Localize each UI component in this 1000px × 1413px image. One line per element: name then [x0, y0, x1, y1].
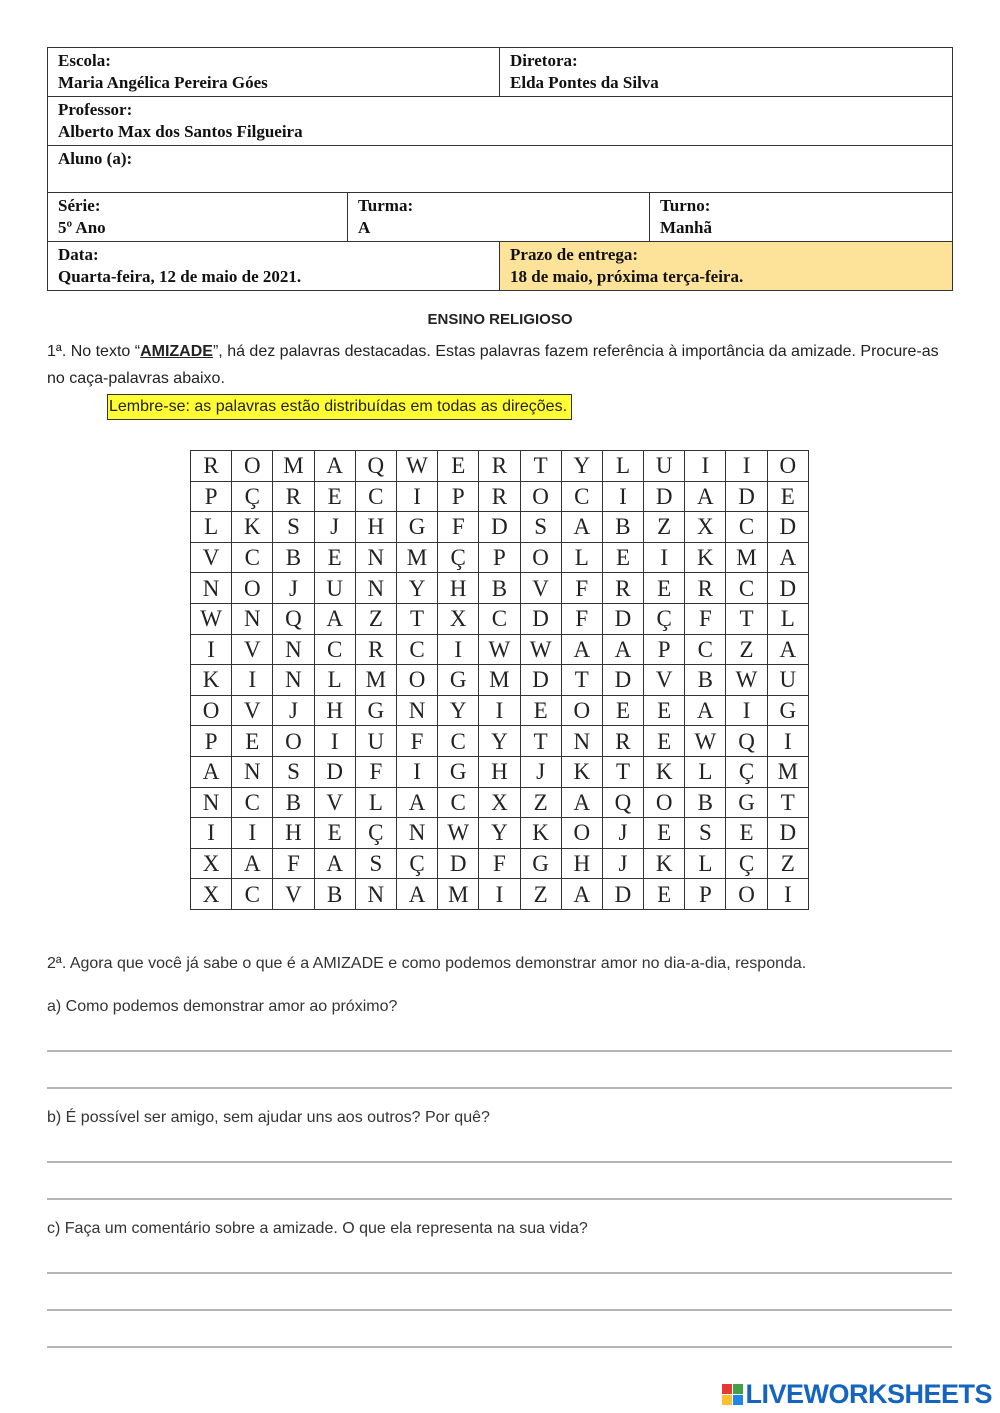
grid-cell[interactable]: O	[767, 451, 808, 482]
grid-cell[interactable]: H	[561, 848, 602, 879]
grid-cell[interactable]: I	[191, 818, 232, 849]
grid-cell[interactable]: I	[191, 634, 232, 665]
grid-row	[191, 695, 809, 726]
grid-cell[interactable]: V	[191, 542, 232, 573]
serie-cell	[48, 193, 348, 242]
q1-keyword: AMIZADE	[140, 343, 213, 360]
grid-cell[interactable]: K	[232, 512, 273, 543]
grid-cell[interactable]: P	[191, 726, 232, 757]
professor-value: Alberto Max dos Santos Filgueira	[58, 122, 303, 141]
grid-cell[interactable]: W	[520, 634, 561, 665]
grid-cell[interactable]: O	[191, 695, 232, 726]
turma-value: A	[358, 218, 371, 237]
grid-cell[interactable]: Q	[602, 787, 643, 818]
grid-cell[interactable]: D	[602, 879, 643, 910]
grid-cell[interactable]: O	[561, 695, 602, 726]
data-cell	[48, 242, 500, 291]
grid-cell[interactable]: I	[479, 879, 520, 910]
grid-cell[interactable]: P	[438, 481, 479, 512]
grid-cell[interactable]: N	[355, 879, 396, 910]
data-value: Quarta-feira, 12 de maio de 2021.	[58, 267, 302, 286]
grid-cell[interactable]: K	[520, 818, 561, 849]
answer-line-c1[interactable]	[47, 1272, 952, 1274]
grid-cell[interactable]: R	[602, 726, 643, 757]
grid-cell[interactable]: G	[520, 848, 561, 879]
grid-cell[interactable]: T	[767, 787, 808, 818]
grid-cell[interactable]: A	[561, 879, 602, 910]
grid-cell[interactable]: M	[767, 756, 808, 787]
grid-row	[191, 756, 809, 787]
grid-cell[interactable]: D	[520, 603, 561, 634]
grid-cell[interactable]: G	[355, 695, 396, 726]
grid-cell[interactable]: M	[273, 451, 314, 482]
grid-cell[interactable]: C	[438, 787, 479, 818]
grid-cell[interactable]: A	[314, 451, 355, 482]
grid-cell[interactable]: E	[644, 726, 685, 757]
grid-cell[interactable]: Q	[726, 726, 767, 757]
grid-row	[191, 879, 809, 910]
question-1	[47, 338, 957, 392]
grid-cell[interactable]: F	[396, 726, 437, 757]
grid-cell[interactable]: Z	[726, 634, 767, 665]
grid-cell[interactable]: P	[191, 481, 232, 512]
grid-cell[interactable]: R	[273, 481, 314, 512]
grid-cell[interactable]: L	[191, 512, 232, 543]
grid-cell[interactable]: D	[644, 481, 685, 512]
grid-cell[interactable]: F	[685, 603, 726, 634]
escola-cell	[48, 48, 500, 97]
grid-cell[interactable]: X	[479, 787, 520, 818]
grid-cell[interactable]: N	[355, 542, 396, 573]
grid-cell[interactable]: G	[767, 695, 808, 726]
grid-cell[interactable]: N	[191, 787, 232, 818]
turma-label: Turma:	[358, 196, 414, 215]
grid-cell[interactable]: N	[396, 818, 437, 849]
grid-cell[interactable]: L	[685, 848, 726, 879]
answer-line-c3[interactable]	[47, 1346, 952, 1348]
prazo-cell	[500, 242, 953, 291]
grid-cell[interactable]: C	[685, 634, 726, 665]
grid-cell[interactable]: L	[561, 542, 602, 573]
grid-cell[interactable]: B	[273, 542, 314, 573]
grid-cell[interactable]: C	[232, 879, 273, 910]
grid-cell[interactable]: C	[232, 787, 273, 818]
grid-cell[interactable]: E	[644, 818, 685, 849]
grid-cell[interactable]: E	[726, 818, 767, 849]
grid-cell[interactable]: F	[561, 573, 602, 604]
grid-cell[interactable]: A	[396, 879, 437, 910]
grid-cell[interactable]: N	[273, 634, 314, 665]
grid-row	[191, 818, 809, 849]
grid-cell[interactable]: C	[232, 542, 273, 573]
grid-cell[interactable]: E	[602, 695, 643, 726]
grid-cell[interactable]: C	[314, 634, 355, 665]
grid-cell[interactable]: A	[767, 542, 808, 573]
grid-cell[interactable]: D	[520, 665, 561, 696]
grid-cell[interactable]: A	[602, 634, 643, 665]
grid-cell[interactable]: I	[396, 481, 437, 512]
grid-cell[interactable]: O	[644, 787, 685, 818]
liveworksheets-logo-icon	[722, 1384, 743, 1405]
grid-cell[interactable]: O	[726, 879, 767, 910]
grid-row	[191, 573, 809, 604]
grid-cell[interactable]: Y	[479, 726, 520, 757]
grid-cell[interactable]: Ç	[232, 481, 273, 512]
grid-cell[interactable]: W	[438, 818, 479, 849]
grid-cell[interactable]: I	[644, 542, 685, 573]
answer-line-a2[interactable]	[47, 1087, 952, 1089]
grid-cell[interactable]: L	[314, 665, 355, 696]
grid-cell[interactable]: B	[602, 512, 643, 543]
grid-cell[interactable]: A	[685, 695, 726, 726]
grid-cell[interactable]: H	[273, 818, 314, 849]
grid-cell[interactable]: S	[685, 818, 726, 849]
turno-cell	[650, 193, 953, 242]
grid-cell[interactable]: E	[644, 879, 685, 910]
grid-cell[interactable]: Z	[355, 603, 396, 634]
grid-cell[interactable]: D	[314, 756, 355, 787]
grid-cell[interactable]: W	[685, 726, 726, 757]
grid-cell[interactable]: S	[355, 848, 396, 879]
grid-cell[interactable]: E	[232, 726, 273, 757]
professor-label: Professor:	[58, 100, 133, 119]
grid-cell[interactable]: B	[685, 787, 726, 818]
grid-cell[interactable]: E	[438, 451, 479, 482]
grid-row	[191, 665, 809, 696]
grid-cell[interactable]: V	[520, 573, 561, 604]
grid-cell[interactable]: Y	[438, 695, 479, 726]
logo-square	[722, 1395, 732, 1405]
turma-cell	[348, 193, 650, 242]
grid-cell[interactable]: Y	[561, 451, 602, 482]
serie-label: Série:	[58, 196, 101, 215]
grid-cell[interactable]: V	[232, 695, 273, 726]
grid-cell[interactable]: F	[355, 756, 396, 787]
grid-cell[interactable]: U	[644, 451, 685, 482]
grid-cell[interactable]: M	[355, 665, 396, 696]
grid-cell[interactable]: M	[479, 665, 520, 696]
grid-cell[interactable]: V	[314, 787, 355, 818]
grid-cell[interactable]: L	[355, 787, 396, 818]
page-title: ENSINO RELIGIOSO	[427, 311, 573, 328]
grid-cell[interactable]: I	[232, 818, 273, 849]
grid-cell[interactable]: I	[232, 665, 273, 696]
grid-cell[interactable]: T	[396, 603, 437, 634]
grid-cell[interactable]: N	[232, 756, 273, 787]
grid-cell[interactable]: E	[767, 481, 808, 512]
grid-cell[interactable]: C	[479, 603, 520, 634]
grid-cell[interactable]: Q	[273, 603, 314, 634]
answer-line-b2[interactable]	[47, 1198, 952, 1200]
grid-cell[interactable]: L	[767, 603, 808, 634]
grid-cell[interactable]: N	[561, 726, 602, 757]
grid-cell[interactable]: E	[644, 695, 685, 726]
grid-cell[interactable]: D	[767, 512, 808, 543]
logo-square	[722, 1384, 732, 1394]
grid-cell[interactable]: Ç	[355, 818, 396, 849]
grid-cell[interactable]: I	[767, 879, 808, 910]
grid-cell[interactable]: E	[314, 818, 355, 849]
grid-cell[interactable]: I	[602, 481, 643, 512]
grid-cell[interactable]: K	[191, 665, 232, 696]
grid-cell[interactable]: F	[438, 512, 479, 543]
grid-cell[interactable]: M	[726, 542, 767, 573]
grid-cell[interactable]: I	[767, 726, 808, 757]
grid-cell[interactable]: Y	[396, 573, 437, 604]
grid-cell[interactable]: A	[396, 787, 437, 818]
grid-cell[interactable]: A	[314, 603, 355, 634]
grid-row	[191, 603, 809, 634]
prazo-label: Prazo de entrega:	[510, 245, 639, 264]
grid-cell[interactable]: O	[273, 726, 314, 757]
grid-cell[interactable]: K	[561, 756, 602, 787]
grid-cell[interactable]: V	[644, 665, 685, 696]
grid-cell[interactable]: G	[438, 665, 479, 696]
grid-cell[interactable]: L	[602, 451, 643, 482]
question-2a: a) Como podemos demonstrar amor ao próximo?	[47, 998, 398, 1015]
grid-cell[interactable]: O	[520, 542, 561, 573]
grid-cell[interactable]: B	[685, 665, 726, 696]
q1-suffix: ”, há dez palavras destacadas. Estas palavras fazem referência à importância da amizade. Procure-as no caça-palavras abaixo.	[47, 343, 939, 387]
grid-cell[interactable]: X	[191, 848, 232, 879]
grid-cell[interactable]: D	[767, 818, 808, 849]
logo-square	[733, 1395, 743, 1405]
grid-cell[interactable]: P	[479, 542, 520, 573]
grid-cell[interactable]: A	[767, 634, 808, 665]
grid-cell[interactable]: B	[273, 787, 314, 818]
grid-cell[interactable]: L	[685, 756, 726, 787]
grid-cell[interactable]: O	[232, 451, 273, 482]
grid-cell[interactable]: R	[191, 451, 232, 482]
logo-text: LIVEWORKSHEETS	[745, 1379, 992, 1409]
grid-cell[interactable]: P	[685, 879, 726, 910]
grid-cell[interactable]: K	[644, 848, 685, 879]
grid-cell[interactable]: H	[355, 512, 396, 543]
grid-cell[interactable]: Ç	[726, 756, 767, 787]
grid-cell[interactable]: Ç	[644, 603, 685, 634]
grid-cell[interactable]: T	[520, 726, 561, 757]
grid-cell[interactable]: G	[438, 756, 479, 787]
grid-cell[interactable]: J	[314, 512, 355, 543]
grid-cell[interactable]: J	[602, 848, 643, 879]
grid-cell[interactable]: Z	[520, 787, 561, 818]
grid-row	[191, 481, 809, 512]
reminder-end: .	[562, 398, 568, 415]
grid-cell[interactable]: W	[479, 634, 520, 665]
grid-row	[191, 848, 809, 879]
grid-cell[interactable]: G	[396, 512, 437, 543]
grid-cell[interactable]: I	[396, 756, 437, 787]
grid-cell[interactable]: S	[273, 756, 314, 787]
grid-cell[interactable]: Z	[644, 512, 685, 543]
serie-value: 5º Ano	[58, 218, 106, 237]
grid-cell[interactable]: J	[273, 573, 314, 604]
grid-cell[interactable]: U	[355, 726, 396, 757]
q1-prefix: 1ª. No texto “	[47, 343, 141, 360]
header-table	[47, 47, 953, 291]
grid-cell[interactable]: D	[726, 481, 767, 512]
liveworksheets-logo[interactable]	[722, 1379, 992, 1410]
escola-value: Maria Angélica Pereira Góes	[58, 73, 268, 92]
grid-cell[interactable]: T	[561, 665, 602, 696]
grid-cell[interactable]: I	[726, 451, 767, 482]
grid-row	[191, 451, 809, 482]
logo-square	[733, 1384, 743, 1394]
grid-cell[interactable]: C	[561, 481, 602, 512]
answer-line-c2[interactable]	[47, 1309, 952, 1311]
grid-cell[interactable]: W	[191, 603, 232, 634]
grid-cell[interactable]: K	[644, 756, 685, 787]
grid-cell[interactable]: A	[191, 756, 232, 787]
question-2b: b) É possível ser amigo, sem ajudar uns aos outros? Por quê?	[47, 1109, 490, 1126]
diretora-label: Diretora:	[510, 51, 578, 70]
grid-cell[interactable]: M	[396, 542, 437, 573]
grid-cell[interactable]: N	[355, 573, 396, 604]
grid-cell[interactable]: B	[314, 879, 355, 910]
grid-cell[interactable]: I	[438, 634, 479, 665]
grid-cell[interactable]: C	[396, 634, 437, 665]
grid-cell[interactable]: T	[520, 451, 561, 482]
grid-cell[interactable]: A	[561, 634, 602, 665]
turno-value: Manhã	[660, 218, 712, 237]
grid-cell[interactable]: V	[273, 879, 314, 910]
grid-cell[interactable]: F	[479, 848, 520, 879]
grid-row	[191, 542, 809, 573]
grid-cell[interactable]: O	[561, 818, 602, 849]
grid-cell[interactable]: C	[726, 573, 767, 604]
grid-cell[interactable]: E	[602, 542, 643, 573]
escola-label: Escola:	[58, 51, 111, 70]
grid-cell[interactable]: I	[726, 695, 767, 726]
grid-cell[interactable]: J	[520, 756, 561, 787]
professor-cell	[48, 97, 953, 146]
grid-cell[interactable]: Ç	[726, 848, 767, 879]
grid-cell[interactable]: I	[479, 695, 520, 726]
grid-cell[interactable]: O	[396, 665, 437, 696]
grid-row	[191, 512, 809, 543]
grid-cell[interactable]: P	[644, 634, 685, 665]
grid-cell[interactable]: E	[314, 481, 355, 512]
grid-cell[interactable]: R	[479, 481, 520, 512]
grid-cell[interactable]: I	[314, 726, 355, 757]
grid-cell[interactable]: D	[479, 512, 520, 543]
grid-cell[interactable]: A	[561, 787, 602, 818]
grid-cell[interactable]: O	[520, 481, 561, 512]
grid-cell[interactable]: D	[767, 573, 808, 604]
diretora-cell	[500, 48, 953, 97]
grid-cell[interactable]: U	[314, 573, 355, 604]
grid-cell[interactable]: X	[438, 603, 479, 634]
diretora-value: Elda Pontes da Silva	[510, 73, 659, 92]
grid-cell[interactable]: C	[355, 481, 396, 512]
grid-cell[interactable]: J	[602, 818, 643, 849]
grid-cell[interactable]: J	[273, 695, 314, 726]
grid-row	[191, 726, 809, 757]
grid-cell[interactable]: X	[191, 879, 232, 910]
grid-cell[interactable]: W	[396, 451, 437, 482]
grid-cell[interactable]: R	[355, 634, 396, 665]
grid-cell[interactable]: Z	[767, 848, 808, 879]
answer-line-b1[interactable]	[47, 1161, 952, 1163]
grid-cell[interactable]: U	[767, 665, 808, 696]
grid-cell[interactable]: C	[438, 726, 479, 757]
question-2-intro: 2ª. Agora que você já sabe o que é a AMIZADE e como podemos demonstrar amor no dia-a-dia, responda.	[47, 955, 807, 972]
grid-cell[interactable]: R	[602, 573, 643, 604]
reminder-box	[107, 394, 572, 420]
grid-cell[interactable]: N	[396, 695, 437, 726]
grid-cell[interactable]: A	[314, 848, 355, 879]
grid-row	[191, 634, 809, 665]
reminder-text: Lembre-se: as palavras estão distribuídas em todas as direções	[109, 398, 563, 415]
grid-cell[interactable]: O	[232, 573, 273, 604]
grid-cell[interactable]: N	[273, 665, 314, 696]
grid-cell[interactable]: T	[602, 756, 643, 787]
grid-cell[interactable]: Z	[520, 879, 561, 910]
grid-cell[interactable]: B	[479, 573, 520, 604]
grid-cell[interactable]: D	[602, 665, 643, 696]
grid-cell[interactable]: X	[685, 512, 726, 543]
grid-cell[interactable]: A	[685, 481, 726, 512]
grid-cell[interactable]: R	[479, 451, 520, 482]
grid-cell[interactable]: Ç	[438, 542, 479, 573]
grid-cell[interactable]: R	[685, 573, 726, 604]
grid-cell[interactable]: A	[561, 512, 602, 543]
grid-cell[interactable]: T	[726, 603, 767, 634]
data-label: Data:	[58, 245, 99, 264]
aluno-label: Aluno (a):	[58, 149, 133, 168]
question-2c: c) Faça um comentário sobre a amizade. O que ela representa na sua vida?	[47, 1220, 588, 1237]
grid-cell[interactable]: E	[314, 542, 355, 573]
aluno-cell[interactable]	[48, 146, 953, 193]
grid-cell[interactable]: E	[520, 695, 561, 726]
grid-cell[interactable]: V	[232, 634, 273, 665]
grid-row	[191, 787, 809, 818]
word-search-grid	[190, 450, 809, 910]
grid-cell[interactable]: D	[438, 848, 479, 879]
grid-cell[interactable]: H	[438, 573, 479, 604]
prazo-value: 18 de maio, próxima terça-feira.	[510, 267, 744, 286]
grid-cell[interactable]: F	[273, 848, 314, 879]
grid-cell[interactable]: Q	[355, 451, 396, 482]
turno-label: Turno:	[660, 196, 711, 215]
grid-cell[interactable]: F	[561, 603, 602, 634]
grid-cell[interactable]: G	[726, 787, 767, 818]
grid-cell[interactable]: S	[520, 512, 561, 543]
grid-cell[interactable]: D	[602, 603, 643, 634]
grid-cell[interactable]: H	[314, 695, 355, 726]
grid-cell[interactable]: N	[232, 603, 273, 634]
grid-cell[interactable]: H	[479, 756, 520, 787]
grid-cell[interactable]: W	[726, 665, 767, 696]
grid-cell[interactable]: N	[191, 573, 232, 604]
grid-cell[interactable]: Y	[479, 818, 520, 849]
grid-cell[interactable]: I	[685, 451, 726, 482]
grid-cell[interactable]: C	[726, 512, 767, 543]
grid-cell[interactable]: K	[685, 542, 726, 573]
grid-cell[interactable]: E	[644, 573, 685, 604]
grid-cell[interactable]: M	[438, 879, 479, 910]
grid-cell[interactable]: Ç	[396, 848, 437, 879]
grid-cell[interactable]: A	[232, 848, 273, 879]
grid-cell[interactable]: S	[273, 512, 314, 543]
answer-line-a1[interactable]	[47, 1050, 952, 1052]
